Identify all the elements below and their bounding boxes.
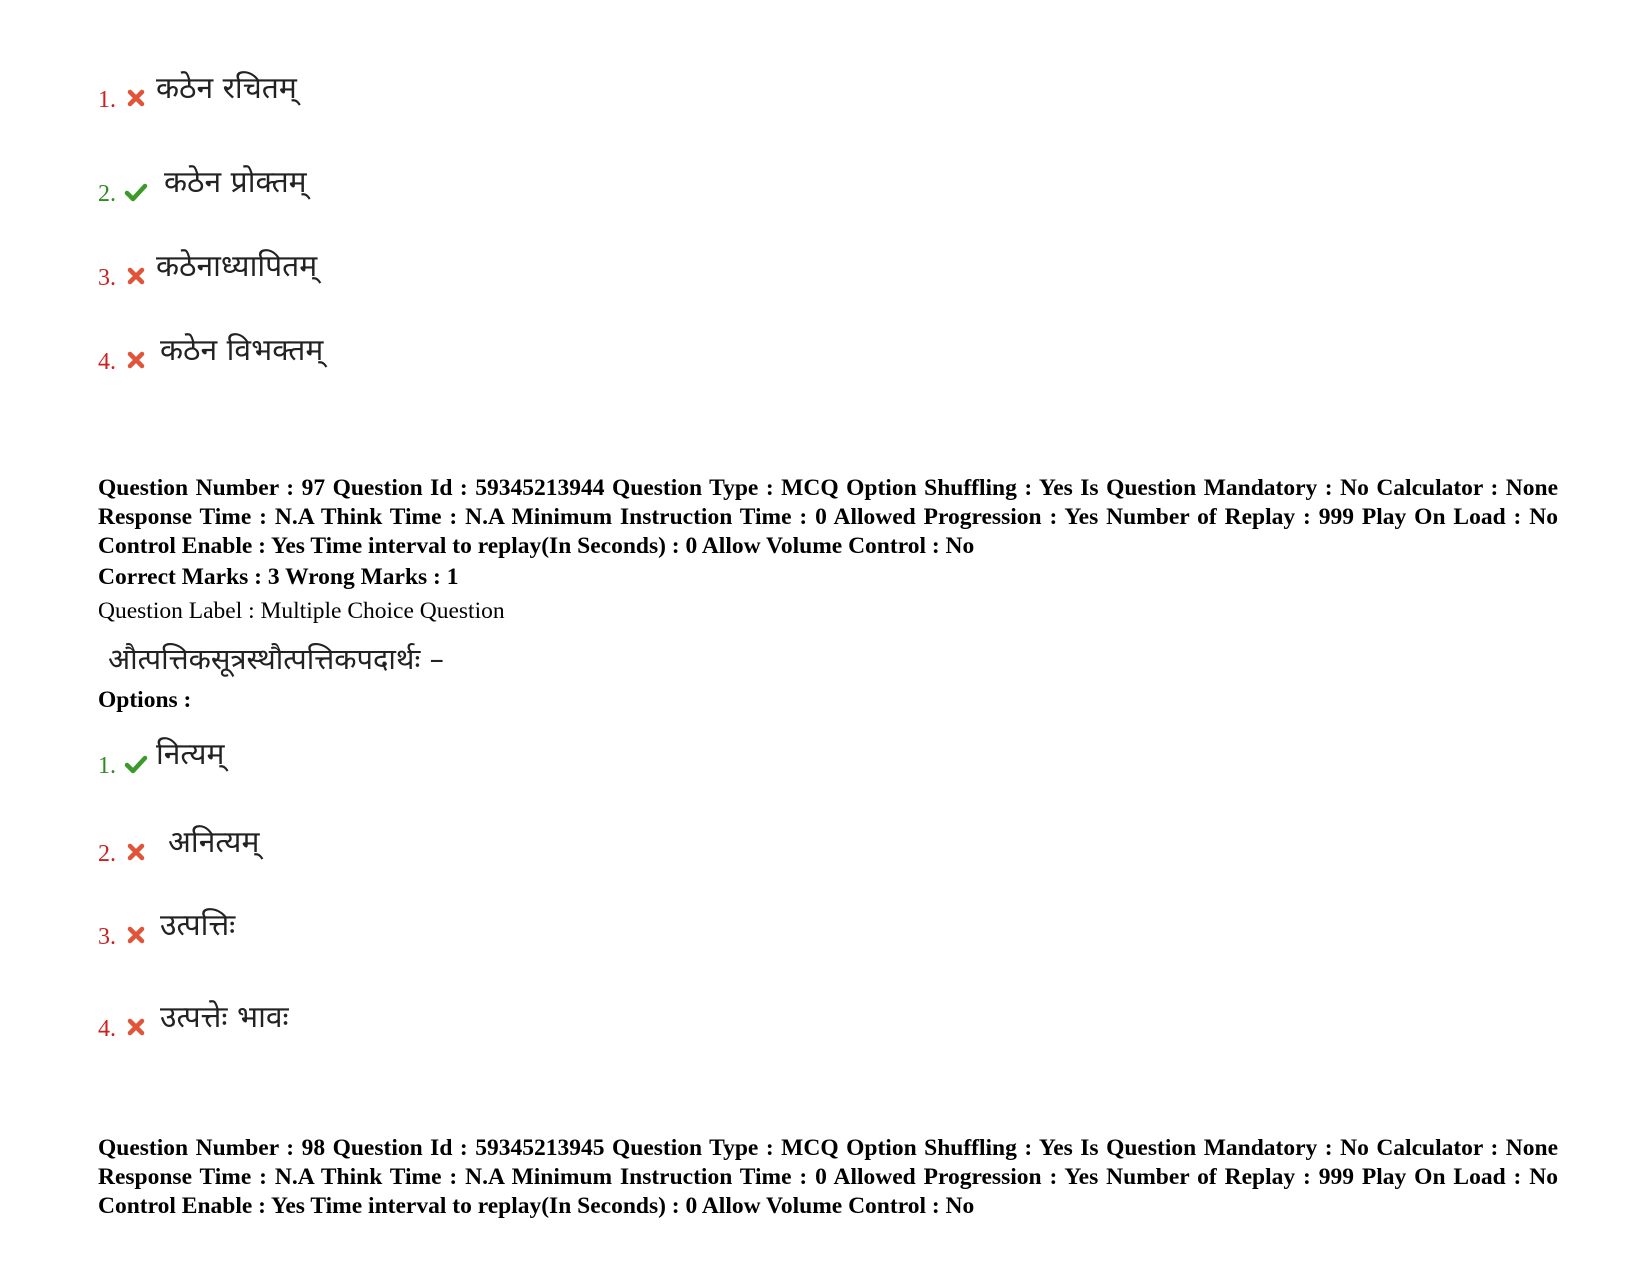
cross-icon bbox=[124, 86, 148, 110]
option-number: 3. bbox=[98, 265, 116, 291]
option-number: 3. bbox=[98, 924, 116, 950]
option-number: 1. bbox=[98, 753, 116, 779]
option-number: 4. bbox=[98, 1016, 116, 1042]
question-97-marks: Correct Marks : 3 Wrong Marks : 1 bbox=[98, 564, 459, 590]
cross-icon bbox=[124, 348, 148, 372]
options-heading: Options : bbox=[98, 687, 192, 713]
option-number: 2. bbox=[98, 841, 116, 867]
cross-icon bbox=[124, 840, 148, 864]
option-text: कठेनाध्यापितम् bbox=[156, 249, 318, 284]
option-text: उत्पत्तिः bbox=[160, 908, 236, 943]
cross-icon bbox=[124, 923, 148, 947]
question-97-metadata: Question Number : 97 Question Id : 59345213944 Question Type : MCQ Option Shuffling : Yes Is Question Mandatory : No Calculator : None Response Time : N.A Think Time : N.A Minimum Instruction Time : 0 Allowed Progression : Yes Number of Replay : 999 Play On Load : No Control Enable : Yes Time interval to replay(In Seconds) : 0 Allow Volume Control : No bbox=[98, 475, 1558, 559]
option-text: नित्यम् bbox=[156, 737, 225, 772]
question-98-metadata: Question Number : 98 Question Id : 59345213945 Question Type : MCQ Option Shuffling : Yes Is Question Mandatory : No Calculator : None Response Time : N.A Think Time : N.A Minimum Instruction Time : 0 Allowed Progression : Yes Number of Replay : 999 Play On Load : No Control Enable : Yes Time interval to replay(In Seconds) : 0 Allow Volume Control : No bbox=[98, 1135, 1558, 1219]
question-97-label: Question Label : Multiple Choice Question bbox=[98, 598, 505, 624]
option-text: कठेन प्रोक्तम् bbox=[164, 165, 307, 200]
option-number: 1. bbox=[98, 87, 116, 113]
check-icon bbox=[124, 180, 148, 204]
option-number: 2. bbox=[98, 181, 116, 207]
check-icon bbox=[124, 752, 148, 776]
option-text: उत्पत्तेः भावः bbox=[160, 1000, 289, 1035]
cross-icon bbox=[124, 264, 148, 288]
option-text: कठेन विभक्तम् bbox=[160, 333, 324, 368]
option-text: कठेन रचितम् bbox=[156, 71, 297, 106]
option-number: 4. bbox=[98, 349, 116, 375]
option-text: अनित्यम् bbox=[168, 825, 260, 860]
cross-icon bbox=[124, 1015, 148, 1039]
question-97-stem: औत्पत्तिकसूत्रस्थौत्पत्तिकपदार्थः – bbox=[108, 642, 445, 676]
